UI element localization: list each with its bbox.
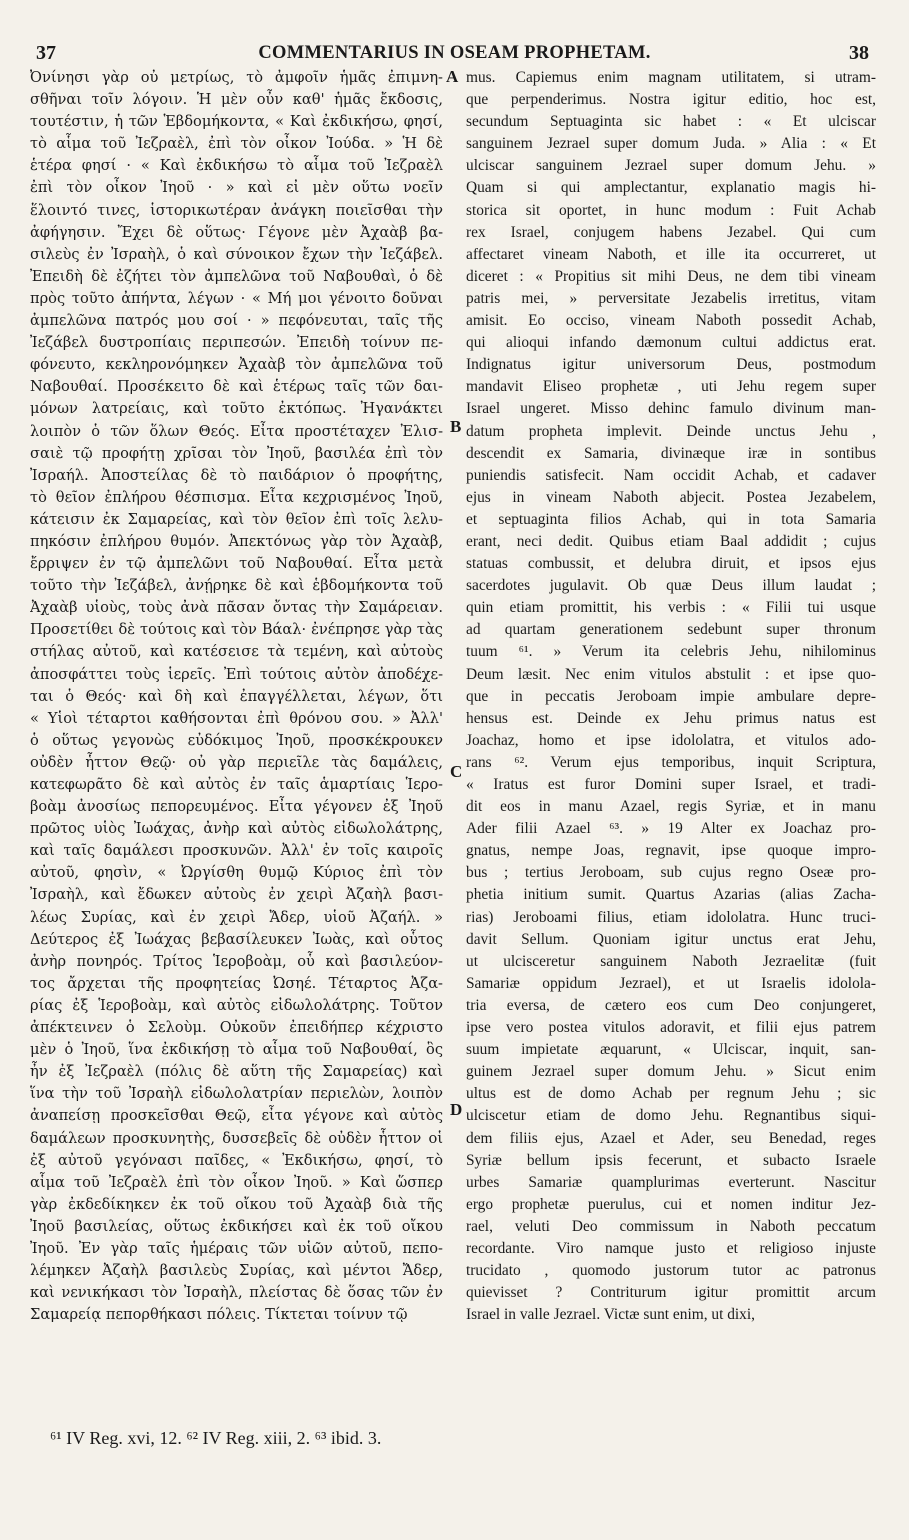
latin-text-line: Indignatus igitur universorum Deus, postmodum: [466, 356, 876, 374]
margin-letter-a: A: [446, 67, 459, 86]
greek-text-line: πηκόσιν ἐπλήρου θυμόν. Ἀπεκτόνως γὰρ τὸν Ἀχαὰβ,: [30, 532, 443, 550]
greek-text-line: ται ὁ Θεός· καὶ δὴ καὶ ἐπαγγέλλεται, λέγων, ὅτι: [30, 687, 443, 705]
greek-text-line: ἀπέκτεινεν ὁ Σελοὺμ. Οὐκοῦν ἐπειδήπερ κέχριστο: [30, 1019, 443, 1037]
page-number-right: 38: [849, 42, 869, 64]
latin-text-line: Deum læsit. Nec enim vitulos abstulit : et ipse quo-: [466, 665, 876, 683]
latin-text-line: mus. Capiemus enim magnam utilitatem, si utram-: [466, 69, 876, 86]
footnotes: ⁶¹ IV Reg. xvi, 12. ⁶² IV Reg. xiii, 2. ⁶³ ibid. 3.: [50, 1428, 382, 1448]
greek-text-line: γὰρ ἐκδεδίκηκεν ἐκ τοῦ οἴκου τοῦ Ἀχαὰβ διὰ τῆς: [30, 1195, 443, 1213]
greek-text-line: αὐτοῦ, φησὶν, « Ὠργίσθη θυμῷ Κύριος ἐπὶ τὸν: [30, 864, 443, 882]
greek-text-line: σιλεὺς ἐν Ἰσραὴλ, ὁ καὶ σύνοικον ἔχων τὴν Ἰεζάβελ.: [30, 245, 443, 263]
greek-text-line: Προσετίθει δὲ τούτοις καὶ τὸν Βάαλ· ἐνέπρησε γὰρ τὰς: [30, 621, 443, 639]
latin-column: [466, 67, 876, 1326]
latin-text-line: ergo prophetæ puerulus, cui et nomen inditur Jez-: [466, 1195, 876, 1213]
greek-text-line: καὶ ταῖς δαμάλεσι προσκυνῶν. Ἀλλ' ἐν τοῖς καιροῖς: [30, 842, 443, 860]
greek-text-line: Ἰηοῦ βασιλείας, οὕτως ἐκδικήσει καὶ ἐκ τοῦ οἴκου: [30, 1217, 443, 1235]
greek-text-line: τοῦτο τὴν Ἰεζάβελ, ἀνῄρηκε δὲ καὶ ἑβδομήκοντα τοῦ: [30, 577, 443, 595]
latin-text-line: qui alioqui infando dæmonum cultui addictus erat.: [466, 334, 876, 352]
margin-letter-c: C: [450, 762, 463, 781]
greek-text-line: ὁ οὕτως γεγονὼς εὐδόκιμος Ἰηοῦ, προσκέκρουκεν: [30, 731, 443, 749]
greek-text-line: κάτεισιν ἐκ Σαμαρείας, καὶ τὸν θεῖον ἐπὶ τοῖς λελυ-: [30, 510, 443, 528]
latin-text-line: storica sit oportet, in hunc modum : Fuit Achab: [466, 201, 876, 219]
greek-text-line: ἦν ἐξ Ἰεζραὲλ (πόλις δὲ αὕτη τῆς Σαμαρείας) καὶ: [30, 1063, 443, 1081]
greek-text-line: Ἰσραήλ. Ἀποστείλας δὲ τὸ παιδάριον ὁ προφήτης,: [30, 466, 443, 484]
greek-text-line: Ναβουθαί. Προσέκειτο δὲ καὶ ἑτέρως ταῖς τῶν δαι-: [30, 378, 443, 396]
latin-text-line: quievisset ? Contriturum igitur promittit arcum: [466, 1284, 876, 1302]
greek-text-line: Σαμαρείᾳ πεπορθήκασι πόλεις. Τίκτεται τοίνυν τῷ: [30, 1306, 408, 1324]
latin-text-line: ipse vero postea vitulos adoravit, et filii ejus patrem: [466, 1019, 876, 1037]
greek-column: [30, 67, 443, 1326]
greek-text-line: ἀμπελῶνα πατρός μου σοί · » πεφόνευται, ταῖς τῆς: [30, 312, 443, 330]
greek-text-line: ἀφήγησιν. Ἔχει δὲ οὕτως· Γέγονε μὲν Ἀχαὰβ βα-: [30, 223, 443, 241]
greek-text-line: σθῆναι τοῖν λόγοιν. Ἡ μὲν οὖν καθ' ἡμᾶς ἔκδοσις,: [30, 91, 443, 109]
latin-text-line: bus ; tertius Jeroboam, sub cujus regno Oseæ pro-: [466, 864, 876, 882]
latin-text-line: hensus est. Deinde ex Jehu primus natus est: [466, 709, 876, 727]
latin-text-line: ulciscetur etiam de domo Jehu. Regnantibus siqui-: [466, 1107, 876, 1125]
latin-text-line: patris mei, » perversitate Jezabelis irretitus, vitam: [466, 289, 876, 307]
latin-text-line: secundum Septuaginta sic habet : « Et ulciscar: [466, 113, 876, 131]
greek-text-line: κατεφωρᾶτο δὲ καὶ αὐτὸς ἐν ταῖς ἁμαρτίαις Ἱερο-: [30, 776, 443, 793]
latin-text-line: Israel ungeret. Misso dehinc famulo divinum man-: [466, 400, 876, 418]
latin-text-line: urbes Samariæ quamplurimas everterunt. Nascitur: [466, 1173, 876, 1191]
greek-text-line: ἔρριψεν ἐν τῷ ἀμπελῶνι τοῦ Ναβουθαί. Εἶτα μετὰ: [30, 555, 443, 573]
latin-text-line: ad quartam generationem sedebunt super thronum: [466, 621, 876, 639]
greek-text-line: Ἰηοῦ. Ἐν γὰρ ταῖς ἡμέραις τῶν υἱῶν αὐτοῦ, πεπο-: [30, 1239, 443, 1257]
greek-text-line: ρίας ἐξ Ἱεροβοὰμ, καὶ αὐτὸς εἰδωλολάτρης. Τοῦτον: [30, 996, 443, 1014]
greek-text-line: βοὰμ ἀνοσίως πεπορευμένος. Εἶτα γέγονεν ἐξ Ἰηοῦ: [30, 798, 443, 816]
greek-text-line: τουτέστιν, ἡ τῶν Ἑβδομήκοντα, « Καὶ ἐκδικήσω, φησί,: [30, 113, 443, 131]
latin-text-line: Samariæ oppidum Jezrael), et ut Israelis idolola-: [466, 974, 876, 992]
latin-text-line: datum propheta implevit. Deinde unctus Jehu ,: [466, 422, 876, 440]
latin-text-line: dit eos in manu Azael, regis Syriæ, et in manu: [466, 798, 876, 816]
greek-text-line: ἐξ αὐτοῦ γεγόνασι παῖδες, « Ἐκδικήσω, φησί, τὸ: [30, 1151, 443, 1169]
latin-text-line: phetia initium sumit. Quartus Azarias (alias Zacha-: [466, 886, 876, 904]
latin-text-line: guinem Jezrael super domum Jehu. » Sicut enim: [466, 1063, 876, 1081]
latin-text-line: Quam si qui amplectantur, explanatio magis hi-: [466, 179, 876, 197]
greek-text-line: ἐπὶ τὸν οἶκον Ἰηοῦ · » καὶ εἰ μὲν οὕτω νοεῖν: [30, 179, 443, 197]
greek-text-line: ἕλοιντό τινες, ἱστορικωτέραν ἀνάγκη ποιεῖσθαι τὴν: [30, 201, 443, 219]
latin-text-line: et septuaginta filios Achab, qui in tota Samaria: [466, 510, 876, 528]
latin-text-line: que perpenderimus. Nostra igitur editio, hoc est,: [466, 91, 876, 109]
margin-letter-d: D: [450, 1100, 463, 1119]
greek-text-line: Ἀχαὰβ υἱοὺς, τοὺς ἀνὰ πᾶσαν ὄντας τὴν Σαμάρειαν.: [30, 599, 443, 617]
latin-text-line: dem filiis ejus, Azael et Ader, seu Benedad, reges: [466, 1129, 876, 1147]
greek-text-line: πρῶτος υἱὸς Ἰωάχας, ἀνὴρ καὶ αὐτὸς εἰδωλολάτρης,: [30, 820, 443, 838]
greek-text-line: ἀποσφάττει τοὺς ἱερεῖς. Ἐπὶ τούτοις αὐτὸν ἀποδέχε-: [30, 665, 443, 683]
latin-text-line: rael, veluti Deo commissum in Naboth peccatum: [466, 1217, 876, 1235]
latin-text-line: Israel in valle Jezrael. Victæ sunt enim, ut dixi,: [466, 1306, 756, 1324]
greek-text-line: λέμηκεν Ἀζαὴλ βασιλεὺς Συρίας, καὶ μέντοι Ἄδερ,: [30, 1262, 443, 1280]
latin-text-line: ulciscar sanguinem Jezrael super domum Jehu. »: [466, 157, 876, 175]
latin-text-line: gnatus, nempe Joas, regnavit, ipse quoque impro-: [466, 842, 876, 860]
greek-text-line: λέως Συρίας, καὶ ἐν χειρὶ Ἄδερ, υἱοῦ Ἀζαήλ. »: [30, 908, 443, 926]
latin-text-line: quin etiam promittit, his verbis : « Filii tui usque: [466, 599, 876, 617]
greek-text-line: τὸ θεῖον ἐπλήρου θέσπισμα. Εἶτα κεχρισμένος Ἰηοῦ,: [30, 488, 443, 506]
page-number-left: 37: [36, 42, 56, 64]
greek-text-line: Ἐπειδὴ δὲ ἐζήτει τὸν ἀμπελῶνα τοῦ Ναβουθαὶ, ὁ δὲ: [30, 267, 443, 285]
latin-text-line: rias) Jeroboami filius, etiam idololatra. Hunc truci-: [466, 908, 876, 926]
latin-text-line: descendit ex Samaria, divinæque iræ in sontibus: [466, 444, 876, 462]
greek-text-line: ἵνα τὴν τοῦ Ἰσραὴλ εἰδωλολατρίαν περιελὼν, λοιπὸν: [30, 1085, 443, 1103]
greek-text-line: καὶ νενικήκασι τὸν Ἰσραὴλ, πλείστας δὲ ὅσας τῶν ἐν: [30, 1284, 443, 1302]
latin-text-line: diceret : « Propitius sit mihi Deus, ne dem tibi vineam: [466, 267, 876, 285]
latin-text-line: ultus est de domo Achab per regnum Jehu ; sic: [466, 1085, 876, 1103]
greek-text-line: μόνων λατρείαις, καὶ τοῦτο ἐκτόπως. Ἠγανάκτει: [30, 400, 443, 418]
latin-text-line: trucidato , quomodo justorum tutor ac patronus: [466, 1262, 876, 1280]
greek-text-line: ἑτέρα φησί · « Καὶ ἐκδικήσω τὸ αἷμα τοῦ Ἰεζραὲλ: [30, 157, 443, 175]
latin-text-line: affectaret vineam Naboth, et ille ita occurreret, ut: [466, 245, 876, 263]
greek-text-line: αἷμα τοῦ Ἰεζραὲλ ἐπὶ τὸν οἶκον Ἰηοῦ. » Καὶ ὥσπερ: [30, 1173, 443, 1191]
latin-text-line: puniendis satisfecit. Nam occidit Achab, et cadaver: [466, 466, 876, 484]
latin-text-line: que in peccatis Jeroboam impie ambulare depre-: [466, 687, 876, 705]
greek-text-line: φόνευτο, κεκληρονόμηκεν Ἀχαὰβ τὸν ἀμπελῶνα τοῦ: [30, 356, 443, 374]
greek-text-line: οὐδὲν ἧττον Θεῷ· οὐ γὰρ περιεῖλε τὰς δαμάλεις,: [30, 753, 443, 771]
latin-text-line: Joachaz, homo et ipse idololatra, et vitulos ado-: [466, 731, 876, 749]
greek-text-line: δαμάλεων προσκυνητὴς, δυσσεβεῖς δὲ οὐδὲν ἧττον οἱ: [30, 1129, 443, 1147]
greek-text-line: Ἰεζάβελ δυστροπίαις περιπεσών. Ἐπειδὴ τοίνυν πε-: [30, 334, 443, 352]
latin-text-line: davit Sellum. Quoniam igitur unctus erat Jehu,: [466, 930, 876, 948]
greek-text-line: ἀνὴρ πονηρός. Τρίτος Ἱεροβοὰμ, οὗ καὶ βασιλεύον-: [30, 952, 443, 970]
latin-text-line: sacerdotes jugulavit. Ob quæ Deus illum laudat ;: [466, 577, 876, 595]
greek-text-line: σαιὲ τῷ προφήτῃ χρῖσαι τὸν Ἰηοῦ, βασιλέα ἐπὶ τὸν: [30, 444, 443, 462]
greek-text-line: λοιπὸν ὁ τῶν ὅλων Θεός. Εἶτα προστέταχεν Ἐλισ-: [30, 422, 443, 440]
latin-text-line: erant, neci dedit. Quibus etiam Baal addidit ; cujus: [466, 532, 876, 550]
latin-text-line: ut ulcisceretur sanguinem Naboth Jezraelitæ (fuit: [466, 952, 876, 970]
latin-text-line: suum impietate æquarunt, « Ulciscar, inquit, san-: [466, 1041, 876, 1059]
latin-text-line: statuas combussit, et delubra diruit, et ipsos ejus: [466, 555, 876, 573]
running-title: COMMENTARIUS IN OSEAM PROPHETAM.: [258, 43, 651, 63]
latin-text-line: amisit. Eo occiso, vineam Naboth possedit Achab,: [466, 312, 876, 330]
latin-text-line: « Iratus est furor Domini super Israel, et tradi-: [466, 776, 876, 793]
greek-text-line: πρὸς τοῦτο ἀπήντα, λέγων · « Μή μοι γένοιτο δοῦναι: [30, 289, 443, 307]
page-header: [0, 42, 909, 66]
latin-text-line: mandavit Eliseo prophetæ , uti Jehu regem super: [466, 378, 876, 396]
greek-text-line: Ὀνίνησι γὰρ οὐ μετρίως, τὸ ἀμφοῖν ἡμᾶς ἐπιμνη-: [30, 69, 443, 86]
margin-letter-b: B: [450, 417, 462, 436]
greek-text-line: Δεύτερος ἐξ Ἰωάχας βεβασίλευκεν Ἰωὰς, καὶ οὗτος: [30, 930, 443, 948]
latin-text-line: ejus in vineam Naboth abjecit. Postea Jezabelem,: [466, 488, 876, 506]
latin-text-line: tuum ⁶¹. » Verum ita celebris Jehu, nihilominus: [466, 643, 876, 661]
latin-text-line: recordante. Viro namque justo et religioso injuste: [466, 1239, 876, 1257]
latin-text-line: tria eversa, de cætero eos cum Deo conjungeret,: [466, 996, 876, 1014]
greek-text-line: ἀναπείσῃ προσκεῖσθαι Θεῷ, εἶτα γέγονε καὶ αὐτὸς: [30, 1107, 443, 1125]
greek-text-line: « Υἱοὶ τέταρτοι καθήσονται ἐπὶ θρόνου σου. » Ἀλλ': [30, 709, 443, 727]
greek-text-line: Ἰσραὴλ, καὶ ἔδωκεν αὐτοὺς ἐν χειρὶ Ἀζαὴλ βασι-: [30, 886, 443, 904]
greek-text-line: τος ἄρχεται τῆς προφητείας Ὠσηέ. Τέταρτος Ἀζα-: [30, 974, 443, 992]
latin-text-line: sanguinem Jezrael super domum Juda. » Alia : « Et: [466, 135, 876, 153]
latin-text-line: Ader filii Azael ⁶³. » 19 Alter ex Joachaz pro-: [466, 820, 876, 838]
greek-text-line: μὲν ὁ Ἰηοῦ, ἵνα ἐκδικήσῃ τὸ αἷμα τοῦ Ναβουθαί, ὃς: [30, 1041, 443, 1059]
latin-text-line: rex Israel, conjugem habens Jezabel. Qui cum: [466, 223, 876, 241]
greek-text-line: τὸ αἷμα τοῦ Ἰεζραὲλ, ἐπὶ τὸν οἶκον Ἰούδα. » Ἡ δὲ: [30, 135, 443, 153]
greek-text-line: στήλας αὐτοῦ, καὶ κατέσεισε τὰ τεμένη, καὶ αὐτοὺς: [30, 643, 443, 661]
latin-text-line: Syriæ bellum ipsis fecerunt, et subacto Israele: [466, 1151, 876, 1169]
latin-text-line: rans ⁶². Verum ejus temporibus, inquit Scriptura,: [466, 753, 876, 771]
